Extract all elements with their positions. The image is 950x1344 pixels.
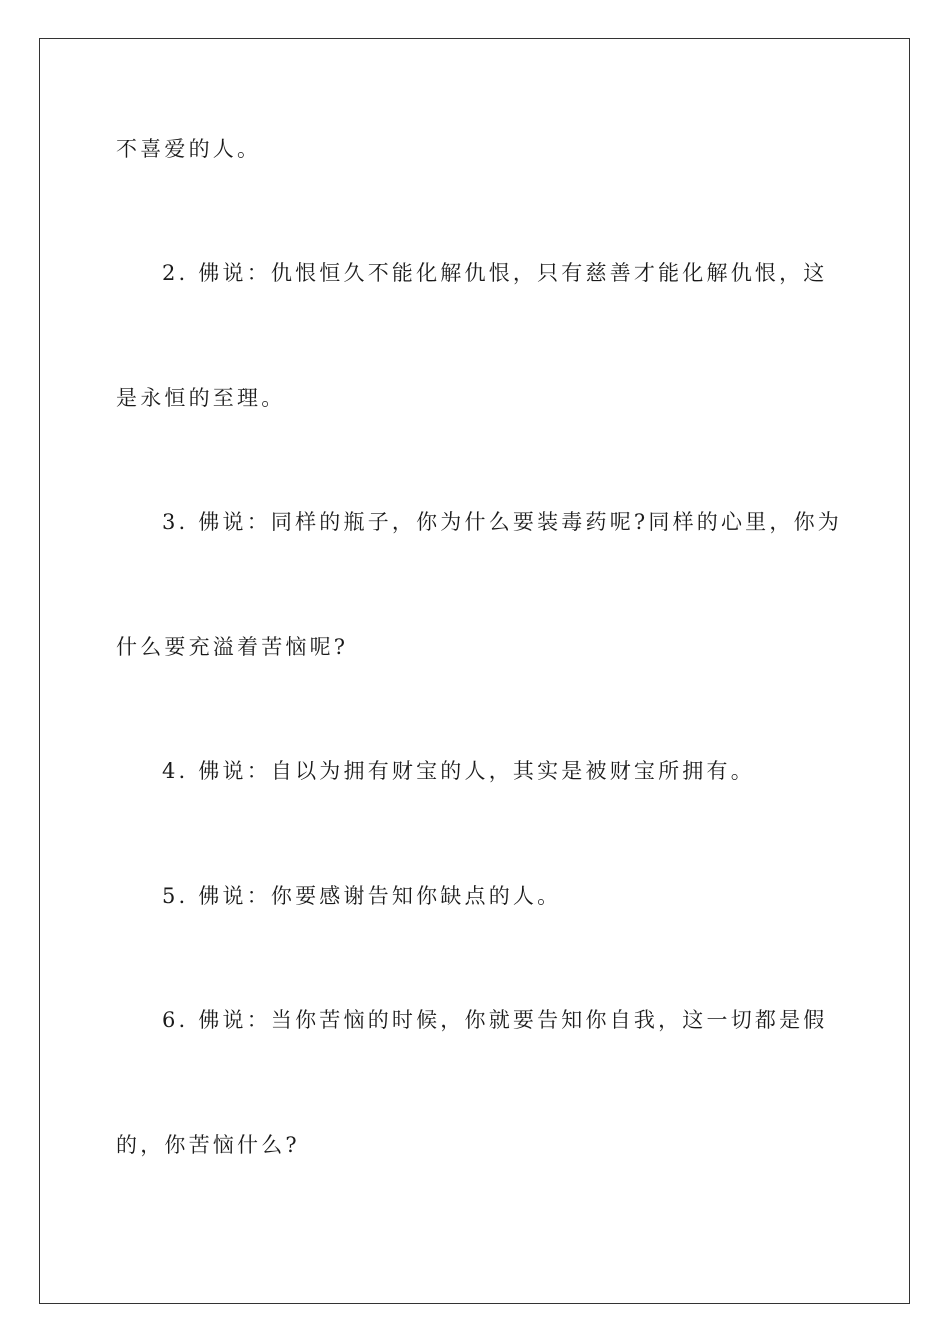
- text-line-item-2: 2. 佛说：仇恨恒久不能化解仇恨，只有慈善才能化解仇恨，这: [162, 261, 828, 285]
- text-line-item-6: 6. 佛说：当你苦恼的时候，你就要告知你自我，这一切都是假: [162, 1008, 828, 1032]
- text-line-continuation-2: 是永恒的至理。: [116, 386, 286, 410]
- text-line-item-3: 3. 佛说：同样的瓶子，你为什么要装毒药呢?同样的心里，你为: [162, 510, 842, 534]
- page-border: [39, 38, 910, 1304]
- text-line-continuation-1: 不喜爱的人。: [116, 137, 262, 161]
- text-line-continuation-3: 什么要充溢着苦恼呢?: [116, 635, 349, 659]
- text-line-continuation-6: 的，你苦恼什么?: [116, 1133, 300, 1157]
- text-line-item-4: 4. 佛说：自以为拥有财宝的人，其实是被财宝所拥有。: [162, 759, 755, 783]
- text-line-item-5: 5. 佛说：你要感谢告知你缺点的人。: [162, 884, 562, 908]
